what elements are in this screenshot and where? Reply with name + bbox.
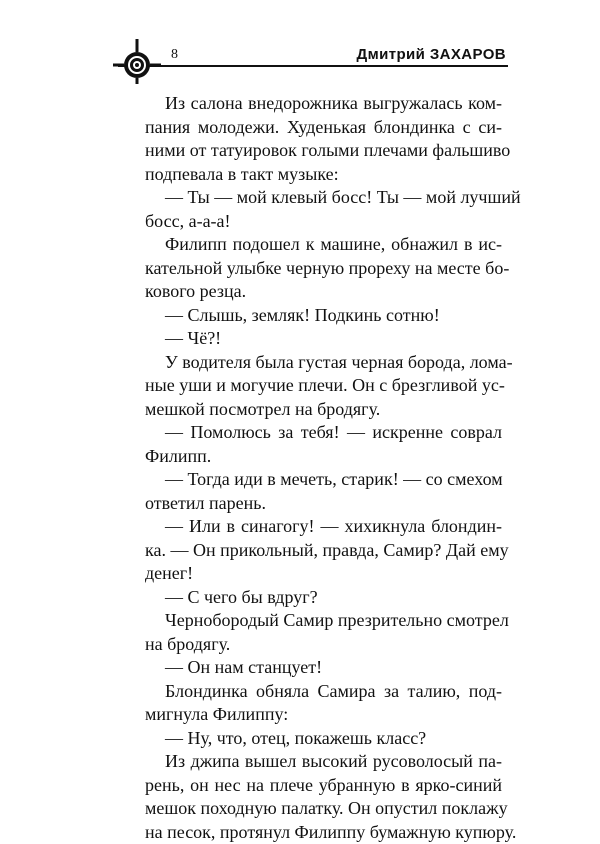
text-line: — Чё?! (145, 327, 502, 351)
text-line: кового резца. (145, 280, 502, 304)
text-line: Чернобородый Самир презрительно смотрел (145, 609, 502, 633)
text-line: ные уши и могучие плечи. Он с брезгливой ус- (145, 374, 502, 398)
header-rule (118, 65, 508, 67)
page-header (0, 0, 600, 80)
text-line: на бродягу. (145, 633, 502, 657)
text-line: подпевала в такт музыке: (145, 163, 502, 187)
running-head-author: Дмитрий ЗАХАРОВ (357, 46, 507, 63)
text-line: — Ты — мой клевый босс! Ты — мой лучший (145, 186, 502, 210)
text-line: У водителя была густая черная борода, лома- (145, 351, 502, 375)
text-line: — Он нам станцует! (145, 656, 502, 680)
text-line: — Помолюсь за тебя! — искренне соврал (145, 421, 502, 445)
text-line: кательной улыбке черную прореху на месте бо- (145, 257, 502, 281)
text-line: ка. — Он прикольный, правда, Самир? Дай ему (145, 539, 502, 563)
text-line: — Слышь, земляк! Подкинь сотню! (145, 304, 502, 328)
text-line: Филипп. (145, 445, 502, 469)
text-line: — Ну, что, отец, покажешь класс? (145, 727, 502, 751)
text-line: Блондинка обняла Самира за талию, под- (145, 680, 502, 704)
text-line: — Тогда иди в мечеть, старик! — со смехом (145, 468, 502, 492)
crosshair-ornament-icon (113, 36, 161, 84)
text-line: мешкой посмотрел на бродягу. (145, 398, 502, 422)
text-line: босс, а-а-а! (145, 210, 502, 234)
text-line: пания молодежи. Худенькая блондинка с си- (145, 116, 502, 140)
text-line: Из салона внедорожника выгружалась ком- (145, 92, 502, 116)
text-line: на песок, протянул Филиппу бумажную купюру. (145, 821, 502, 844)
text-line: — С чего бы вдруг? (145, 586, 502, 610)
text-line: мешок походную палатку. Он опустил поклажу (145, 797, 502, 821)
text-line: Филипп подошел к машине, обнажил в ис- (145, 233, 502, 257)
text-line: денег! (145, 562, 502, 586)
page-number: 8 (171, 47, 178, 63)
body-text (145, 92, 502, 844)
text-line: ними от татуировок голыми плечами фальшиво (145, 139, 502, 163)
text-line: рень, он нес на плече убранную в ярко-синий (145, 774, 502, 798)
text-line: мигнула Филиппу: (145, 703, 502, 727)
text-line: Из джипа вышел высокий русоволосый па- (145, 750, 502, 774)
text-line: — Или в синагогу! — хихикнула блондин- (145, 515, 502, 539)
text-line: ответил парень. (145, 492, 502, 516)
